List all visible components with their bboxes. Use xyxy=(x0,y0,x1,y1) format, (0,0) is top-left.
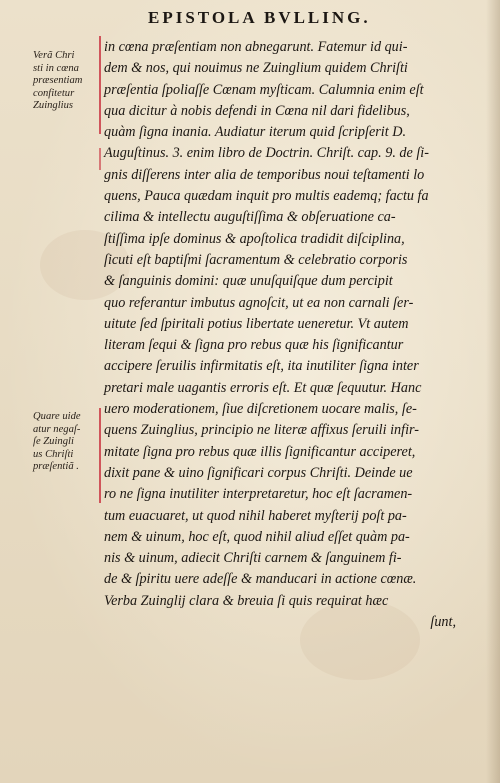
margin-note-line: confitetur xyxy=(33,87,75,99)
text-line: nis & uinum, adiecit Chriſti carnem & ſanguinem fi- xyxy=(104,550,402,567)
text-line: & ſanguinis domini: quæ unuſquiſque dum percipit xyxy=(104,273,393,290)
text-line: dixit pane & uino ſignificari corpus Chriſti. Deinde ue xyxy=(104,464,413,481)
text-line: mitate ſigna pro rebus quæ illis ſignificantur acciperet, xyxy=(104,443,416,460)
margin-note-line: Verã Chri xyxy=(33,50,75,61)
text-line: uero moderationem, ſiue diſcretionem uocare malis, ſe- xyxy=(104,401,417,418)
text-line: de & ſpiritu uere adeſſe & manducari in actione cœnæ. xyxy=(104,571,417,588)
text-line: pretari male uagantis erroris eſt. Et quæ ſequutur. Hanc xyxy=(104,379,422,396)
margin-note-line: sti in cœna xyxy=(33,62,79,74)
margin-note-presence xyxy=(33,50,82,113)
text-line: in cœna præſentiam non abnegarunt. Fatemur id qui- xyxy=(104,39,408,55)
text-line: accipere ſeruilis infirmitatis eſt, ita inutiliter ſigna inter xyxy=(104,358,419,375)
text-line: qua dicitur à nobis defendi in Cœna nil dari fidelibus, xyxy=(104,102,410,119)
margin-note-line: præsentiam xyxy=(33,75,83,86)
margin-note-question xyxy=(33,411,81,474)
body-text xyxy=(104,37,456,633)
text-line: ſtiſſima ipſe dominus & apoſtolica tradidit diſciplina, xyxy=(104,230,405,247)
margin-note-line: us Chriſti xyxy=(33,448,74,460)
text-line: quens, Pauca quædam inquit pro multis eademq; factu fa xyxy=(104,188,429,205)
text-line: Auguſtinus. 3. enim libro de Doctrin. Chriſt. cap. 9. de ſi- xyxy=(104,145,429,162)
text-line: ro ne ſigna inutiliter interpretaretur, hoc eſt ſacramen- xyxy=(104,486,413,503)
text-line: præſentia ſpoliaſſe Cœnam myſticam. Calumnia enim eſt xyxy=(104,81,424,98)
text-line: Verba Zuinglij clara & breuia ſi quis requirat hæc xyxy=(104,592,389,609)
margin-note-line: atur negaſ- xyxy=(33,423,81,435)
margin-rule-mark xyxy=(99,148,101,170)
catchword: ſunt, xyxy=(430,614,456,631)
page-edge-shadow xyxy=(486,0,500,783)
text-line: quens Zuinglius, principio ne literæ affixus ſeruili infir- xyxy=(104,422,419,439)
text-line: ſicuti eſt baptiſmi ſacramentum & celebratio corporis xyxy=(104,251,408,268)
text-line: gnis diſſerens inter alia de temporibus noui teſtamenti lo xyxy=(104,166,425,183)
text-line: literam ſequi & ſigna pro rebus quæ his ſignificantur xyxy=(104,337,404,354)
text-line: cilima & intellectu auguſtiſſima & obſeruatione ca- xyxy=(104,209,396,226)
running-header: EPISTOLA BVLLING. xyxy=(148,8,371,27)
margin-rule-top xyxy=(99,36,101,134)
text-line: tum euacuaret, ut quod nihil haberet myſterij poſt pa- xyxy=(104,507,407,524)
margin-note-line: Quare uide xyxy=(33,411,81,422)
text-line: dem & nos, qui nouimus ne Zuinglium quidem Chriſti xyxy=(104,60,408,77)
text-line: quo referantur imbutus agnoſcit, ut ea non carnali ſer- xyxy=(104,294,414,311)
text-line: uitute ſed ſpiritali potius libertate ueneretur. Vt autem xyxy=(104,315,409,332)
margin-note-line: Zuinglius xyxy=(33,100,74,111)
text-line: quàm ſigna inania. Audiatur iterum quid ſcripſerit D. xyxy=(104,124,407,141)
margin-note-line: præſentiã . xyxy=(33,461,79,472)
margin-rule-bottom xyxy=(99,408,101,503)
margin-note-line: ſe Zuingli xyxy=(33,436,74,447)
text-line: nem & uinum, hoc eſt, quod nihil aliud eſſet quàm pa- xyxy=(104,528,410,545)
